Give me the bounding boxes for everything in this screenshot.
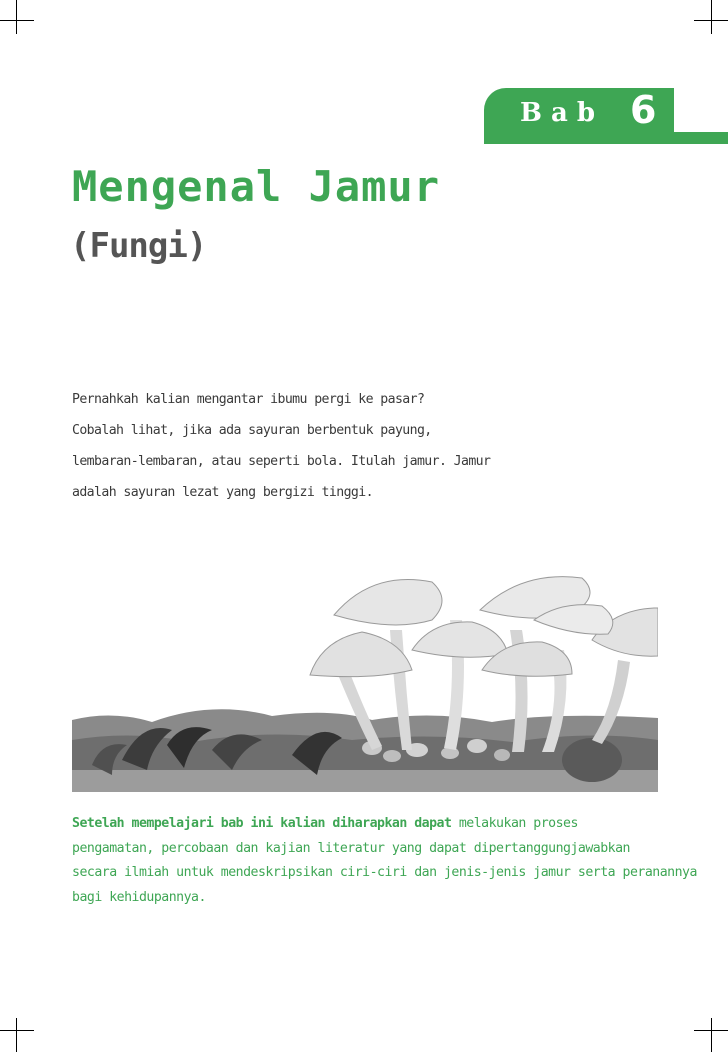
chapter-title: Mengenal Jamur [72,162,441,211]
chapter-subtitle: (Fungi) [70,226,207,266]
objectives-line-2: pengamatan, percobaan dan kajian literatur yang dapat dipertanggungjawabkan [72,840,630,856]
objectives-line-1-rest: melakukan proses [451,816,578,831]
objectives-line-1 [72,812,656,837]
chapter-tab [484,88,728,144]
intro-line: lembaran-lembaran, atau seperti bola. Itulah jamur. Jamur [72,454,491,469]
mushroom-illustration [72,570,658,792]
intro-line: Cobalah lihat, jika ada sayuran berbentuk payung, [72,423,432,438]
objectives-line-3: secara ilmiah untuk mendeskripsikan ciri-ciri dan jenis-jenis jamur serta peranannya [72,865,697,880]
chapter-tab-tail [634,132,728,144]
chapter-label: Bab [520,98,605,128]
intro-line: Pernahkah kalian mengantar ibumu pergi ke pasar? [72,392,425,407]
intro-paragraph [72,384,532,508]
chapter-number: 6 [630,88,657,132]
objectives-line-4: bagi kehidupannya. [72,889,206,905]
objectives-lead: Setelah mempelajari bab ini kalian diharapkan dapat [72,816,452,831]
learning-objectives [72,812,697,910]
intro-line: adalah sayuran lezat yang bergizi tinggi. [72,485,373,500]
